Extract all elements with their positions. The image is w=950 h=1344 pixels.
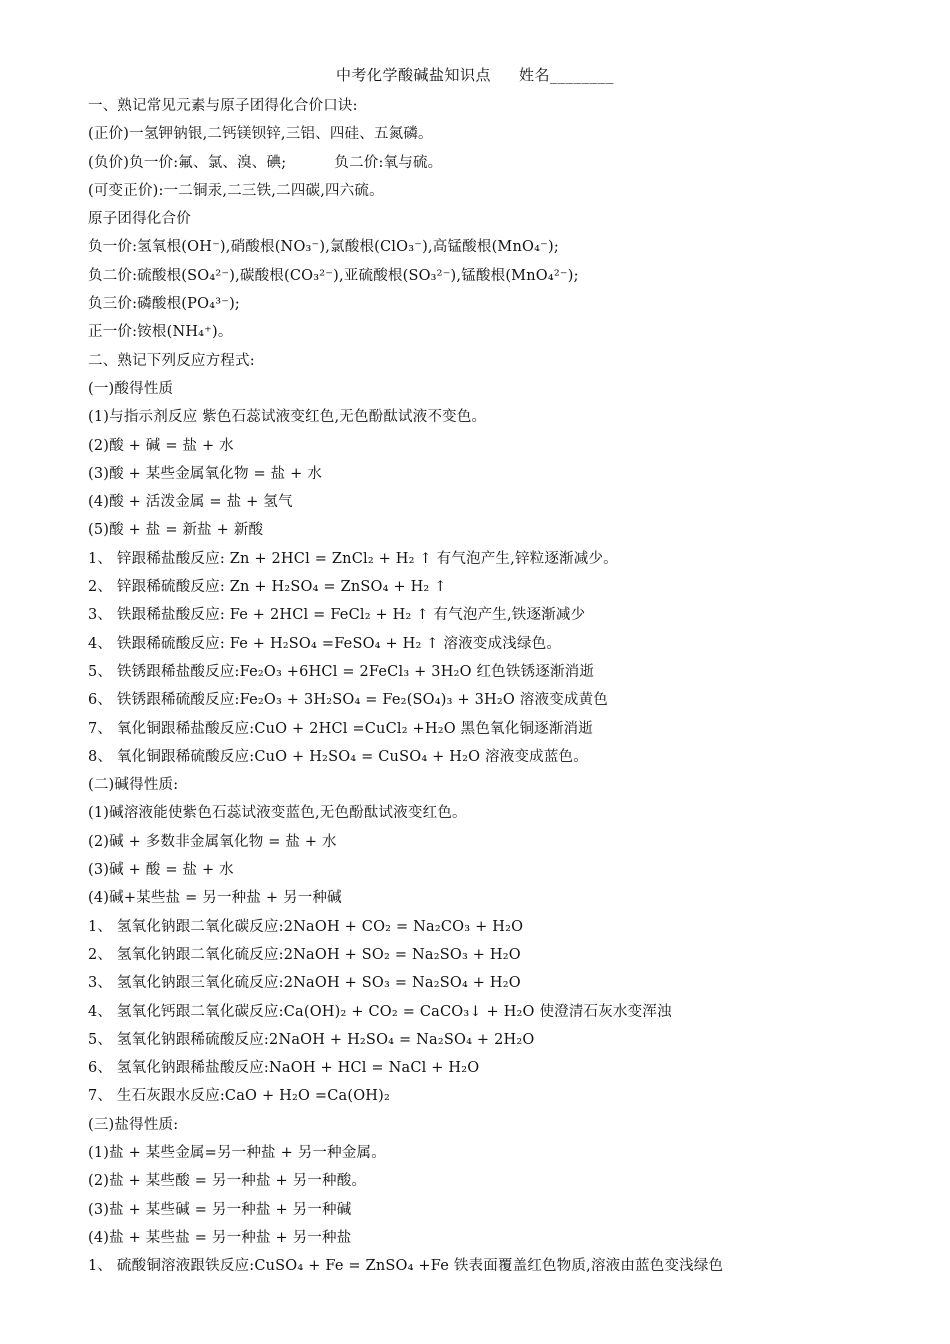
equation-line: 2、 氢氧化钠跟二氧化硫反应:2NaOH + SO₂ = Na₂SO₃ + H₂O xyxy=(88,946,521,963)
document-body xyxy=(88,92,918,1280)
text-line: (可变正价):一二铜汞,二三铁,二四碳,四六硫。 xyxy=(88,182,384,199)
section-heading: 二、熟记下列反应方程式: xyxy=(88,352,255,369)
text-line: (2)酸 + 碱 = 盐 + 水 xyxy=(88,437,234,454)
equation-line: 1、 锌跟稀盐酸反应: Zn + 2HCl = ZnCl₂ + H₂ ↑ 有气泡产生,锌粒逐渐减少。 xyxy=(88,550,618,567)
text-line: 负一价:氢氧根(OH⁻),硝酸根(NO₃⁻),氯酸根(ClO₃⁻),高锰酸根(MnO₄⁻); xyxy=(88,239,559,256)
text-line: (4)盐 + 某些盐 = 另一种盐 + 另一种盐 xyxy=(88,1229,352,1246)
text-line: (3)酸 + 某些金属氧化物 = 盐 + 水 xyxy=(88,465,323,482)
subsection-heading: (二)碱得性质: xyxy=(88,777,179,794)
equation-line: 3、 铁跟稀盐酸反应: Fe + 2HCl = FeCl₂ + H₂ ↑ 有气泡产生,铁逐渐减少 xyxy=(88,607,586,624)
equation-line: 7、 氧化铜跟稀盐酸反应:CuO + 2HCl =CuCl₂ +H₂O 黑色氧化铜逐渐消逝 xyxy=(88,720,593,737)
equation-line: 6、 氢氧化钠跟稀盐酸反应:NaOH + HCl = NaCl + H₂O xyxy=(88,1060,480,1077)
text-line: (3)碱 + 酸 = 盐 + 水 xyxy=(88,862,234,879)
name-field-label: 姓名________ xyxy=(519,66,615,84)
text-line: (正价)一氢钾钠银,二钙镁钡锌,三铝、四硅、五氮磷。 xyxy=(88,126,433,143)
text-line: (5)酸 + 盐 = 新盐 + 新酸 xyxy=(88,522,264,539)
text-line: (2)碱 + 多数非金属氧化物 = 盐 + 水 xyxy=(88,833,337,850)
text-line: (1)与指示剂反应 紫色石蕊试液变红色,无色酚酞试液不变色。 xyxy=(88,409,487,426)
subsection-heading: 原子团得化合价 xyxy=(88,211,191,228)
subsection-heading: (一)酸得性质 xyxy=(88,380,174,397)
equation-line: 4、 铁跟稀硫酸反应: Fe + H₂SO₄ =FeSO₄ + H₂ ↑ 溶液变成浅绿色。 xyxy=(88,635,562,652)
text-line: (2)盐 + 某些酸 = 另一种盐 + 另一种酸。 xyxy=(88,1173,367,1190)
equation-line: 1、 氢氧化钠跟二氧化碳反应:2NaOH + CO₂ = Na₂CO₃ + H₂O xyxy=(88,918,524,935)
text-line: (3)盐 + 某些碱 = 另一种盐 + 另一种碱 xyxy=(88,1201,352,1218)
text-line: 负二价:硫酸根(SO₄²⁻),碳酸根(CO₃²⁻),亚硫酸根(SO₃²⁻),锰酸根(MnO₄²⁻); xyxy=(88,267,579,284)
equation-line: 2、 锌跟稀硫酸反应: Zn + H₂SO₄ = ZnSO₄ + H₂ ↑ xyxy=(88,579,447,596)
text-line: 正一价:铵根(NH₄⁺)。 xyxy=(88,324,233,341)
text-line: (1)盐 + 某些金属=另一种盐 + 另一种金属。 xyxy=(88,1144,386,1161)
text-line: (1)碱溶液能使紫色石蕊试液变蓝色,无色酚酞试液变红色。 xyxy=(88,805,467,822)
equation-line: 8、 氧化铜跟稀硫酸反应:CuO + H₂SO₄ = CuSO₄ + H₂O 溶液变成蓝色。 xyxy=(88,748,588,765)
text-line: (负价)负一价:氟、氯、溴、碘; 负二价:氧与硫。 xyxy=(88,154,443,171)
equation-line: 5、 氢氧化钠跟稀硫酸反应:2NaOH + H₂SO₄ = Na₂SO₄ + 2H₂O xyxy=(88,1031,535,1048)
equation-line: 7、 生石灰跟水反应:CaO + H₂O =Ca(OH)₂ xyxy=(88,1088,391,1105)
section-heading: 一、熟记常见元素与原子团得化合价口诀: xyxy=(88,98,358,114)
document-title: 中考化学酸碱盐知识点 xyxy=(335,66,491,84)
equation-line: 3、 氢氧化钠跟三氧化硫反应:2NaOH + SO₃ = Na₂SO₄ + H₂O xyxy=(88,975,521,992)
document-title-row xyxy=(0,64,950,85)
equation-line: 4、 氢氧化钙跟二氧化碳反应:Ca(OH)₂ + CO₂ = CaCO₃↓ + H₂O 使澄清石灰水变浑浊 xyxy=(88,1003,672,1020)
text-line: (4)碱+某些盐 = 另一种盐 + 另一种碱 xyxy=(88,890,342,907)
equation-line: 5、 铁锈跟稀盐酸反应:Fe₂O₃ +6HCl = 2FeCl₃ + 3H₂O 红色铁锈逐渐消逝 xyxy=(88,663,595,680)
equation-line: 6、 铁锈跟稀硫酸反应:Fe₂O₃ + 3H₂SO₄ = Fe₂(SO₄)₃ + 3H₂O 溶液变成黄色 xyxy=(88,692,609,709)
text-line: (4)酸 + 活泼金属 = 盐 + 氢气 xyxy=(88,494,293,511)
equation-line: 1、 硫酸铜溶液跟铁反应:CuSO₄ + Fe = ZnSO₄ +Fe 铁表面覆盖红色物质,溶液由蓝色变浅绿色 xyxy=(88,1258,724,1275)
text-line: 负三价:磷酸根(PO₄³⁻); xyxy=(88,296,241,313)
subsection-heading: (三)盐得性质: xyxy=(88,1116,179,1133)
